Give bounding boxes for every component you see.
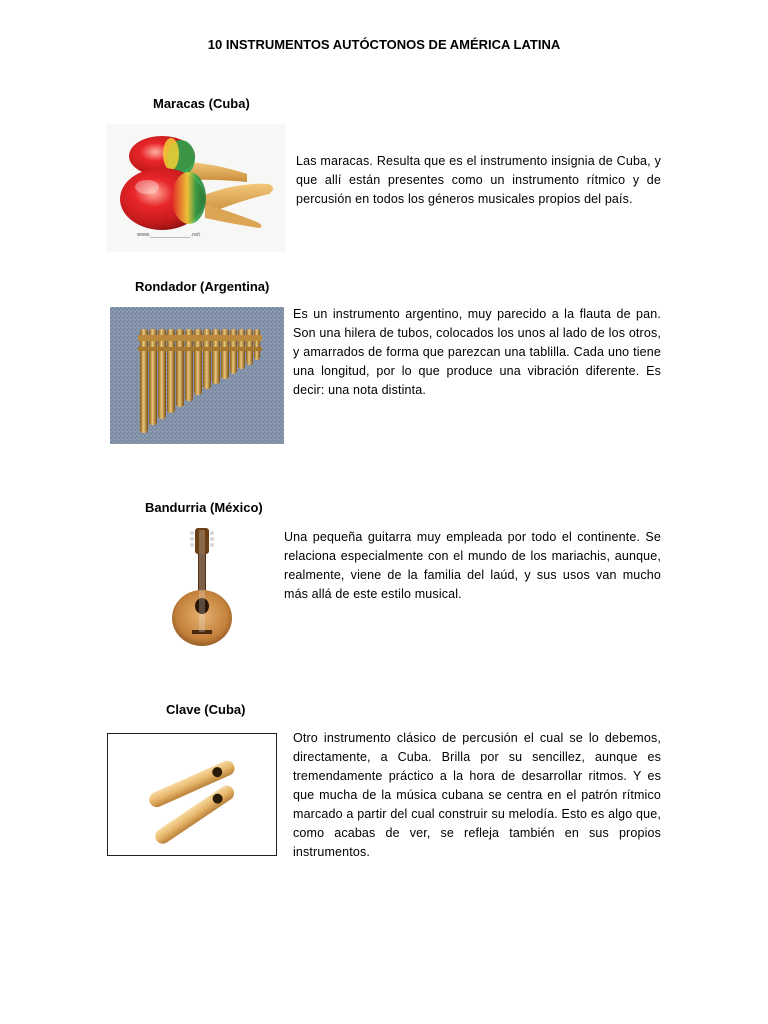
- maracas-image: [107, 124, 285, 252]
- section-text-maracas: Las maracas. Resulta que es el instrumento insignia de Cuba, y que allí están presentes como un instrumento rítmico y de percusión en todos los géneros musicales propios del país.: [296, 154, 661, 206]
- section-text-bandurria: Una pequeña guitarra muy empleada por todo el continente. Se relaciona especialmente con el mundo de los mariachis, aunque, realmente, viene de la familia del laúd, y sus usos van mucho más allá de este estilo musical.: [284, 530, 661, 601]
- section-text-rondador: Es un instrumento argentino, muy parecido a la flauta de pan. Son una hilera de tubos, colocados los unos al lado de los otros, y amarrados de forma que parezcan una tablilla. Cada uno tiene una longitud, por lo que produce una vibración diferente. Es decir: una nota distinta.: [293, 307, 661, 397]
- section-heading-maracas: Maracas (Cuba): [153, 96, 250, 111]
- section-heading-rondador: Rondador (Argentina): [135, 279, 270, 294]
- panflute-image: [110, 307, 284, 444]
- document-title: 10 INSTRUMENTOS AUTÓCTONOS DE AMÉRICA LATINA: [207, 37, 561, 52]
- bandurria-image: [165, 526, 240, 648]
- claves-image: [107, 733, 277, 856]
- section-heading-bandurria: Bandurria (México): [145, 500, 263, 515]
- section-text-clave: Otro instrumento clásico de percusión el cual se lo debemos, directamente, a Cuba. Brilla por su sencillez, aunque es tremendamente práctico a la hora de desarrollar ritmos. Y es que mucha de la música cubana se centra en el patrón rítmico marcado a partir del cual construir su melodía. Esto es algo que, como acabas de ver, se refleja también en sus propios instrumentos.: [293, 731, 661, 859]
- section-heading-clave: Clave (Cuba): [166, 702, 246, 717]
- svg-text:www.________________.net: www.________________.net: [137, 232, 201, 238]
